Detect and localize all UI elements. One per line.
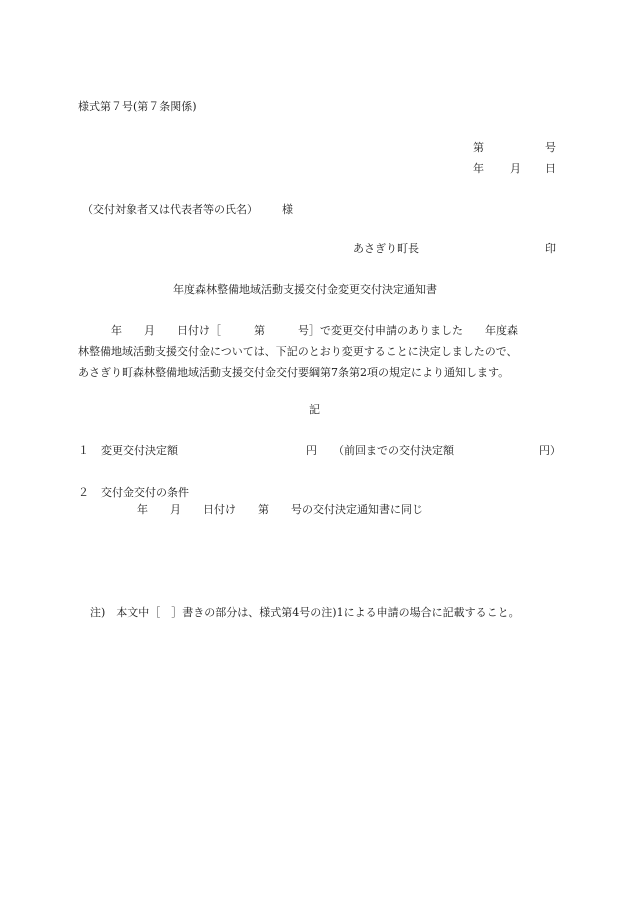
item1-yen: 円	[306, 444, 317, 457]
addressee-suffix: 様	[282, 203, 293, 216]
body-line-3: あさぎり町森林整備地域活動支援交付金交付要綱第7条第2項の規定により通知します。	[78, 366, 510, 379]
item1-previous: （前回までの交付決定額	[333, 444, 454, 457]
number-dai: 第	[473, 141, 484, 154]
item2-detail: 年 月 日付け 第 号の交付決定通知書に同じ	[137, 503, 423, 516]
ki-heading: 記	[309, 403, 320, 416]
item1-number: １	[78, 444, 89, 457]
body-line-1: 年 月 日付け［ 第 号］で変更交付申請のありました 年度森	[78, 324, 518, 337]
number-go: 号	[545, 141, 556, 154]
item1-label: 変更交付決定額	[101, 444, 178, 457]
document-title: 年度森林整備地域活動支援交付金変更交付決定通知書	[173, 283, 437, 296]
seal: 印	[545, 242, 556, 255]
date-tsuki: 月	[510, 162, 521, 175]
addressee: （交付対象者又は代表者等の氏名）	[82, 203, 258, 216]
issuer: あさぎり町長	[353, 242, 419, 255]
item2-label: 交付金交付の条件	[101, 486, 189, 499]
item1-previous-yen: 円）	[539, 444, 561, 457]
body-text	[78, 320, 558, 383]
date-nen: 年	[473, 162, 484, 175]
note: 注) 本文中［ ］書きの部分は、様式第4号の注)1による申請の場合に記載すること。	[90, 606, 520, 619]
item2-number: ２	[78, 486, 89, 499]
date-hi: 日	[545, 162, 556, 175]
form-number: 様式第７号(第７条関係)	[78, 100, 197, 113]
body-line-2: 林整備地域活動支援交付金については、下記のとおり変更することに決定しましたので、	[78, 345, 518, 358]
